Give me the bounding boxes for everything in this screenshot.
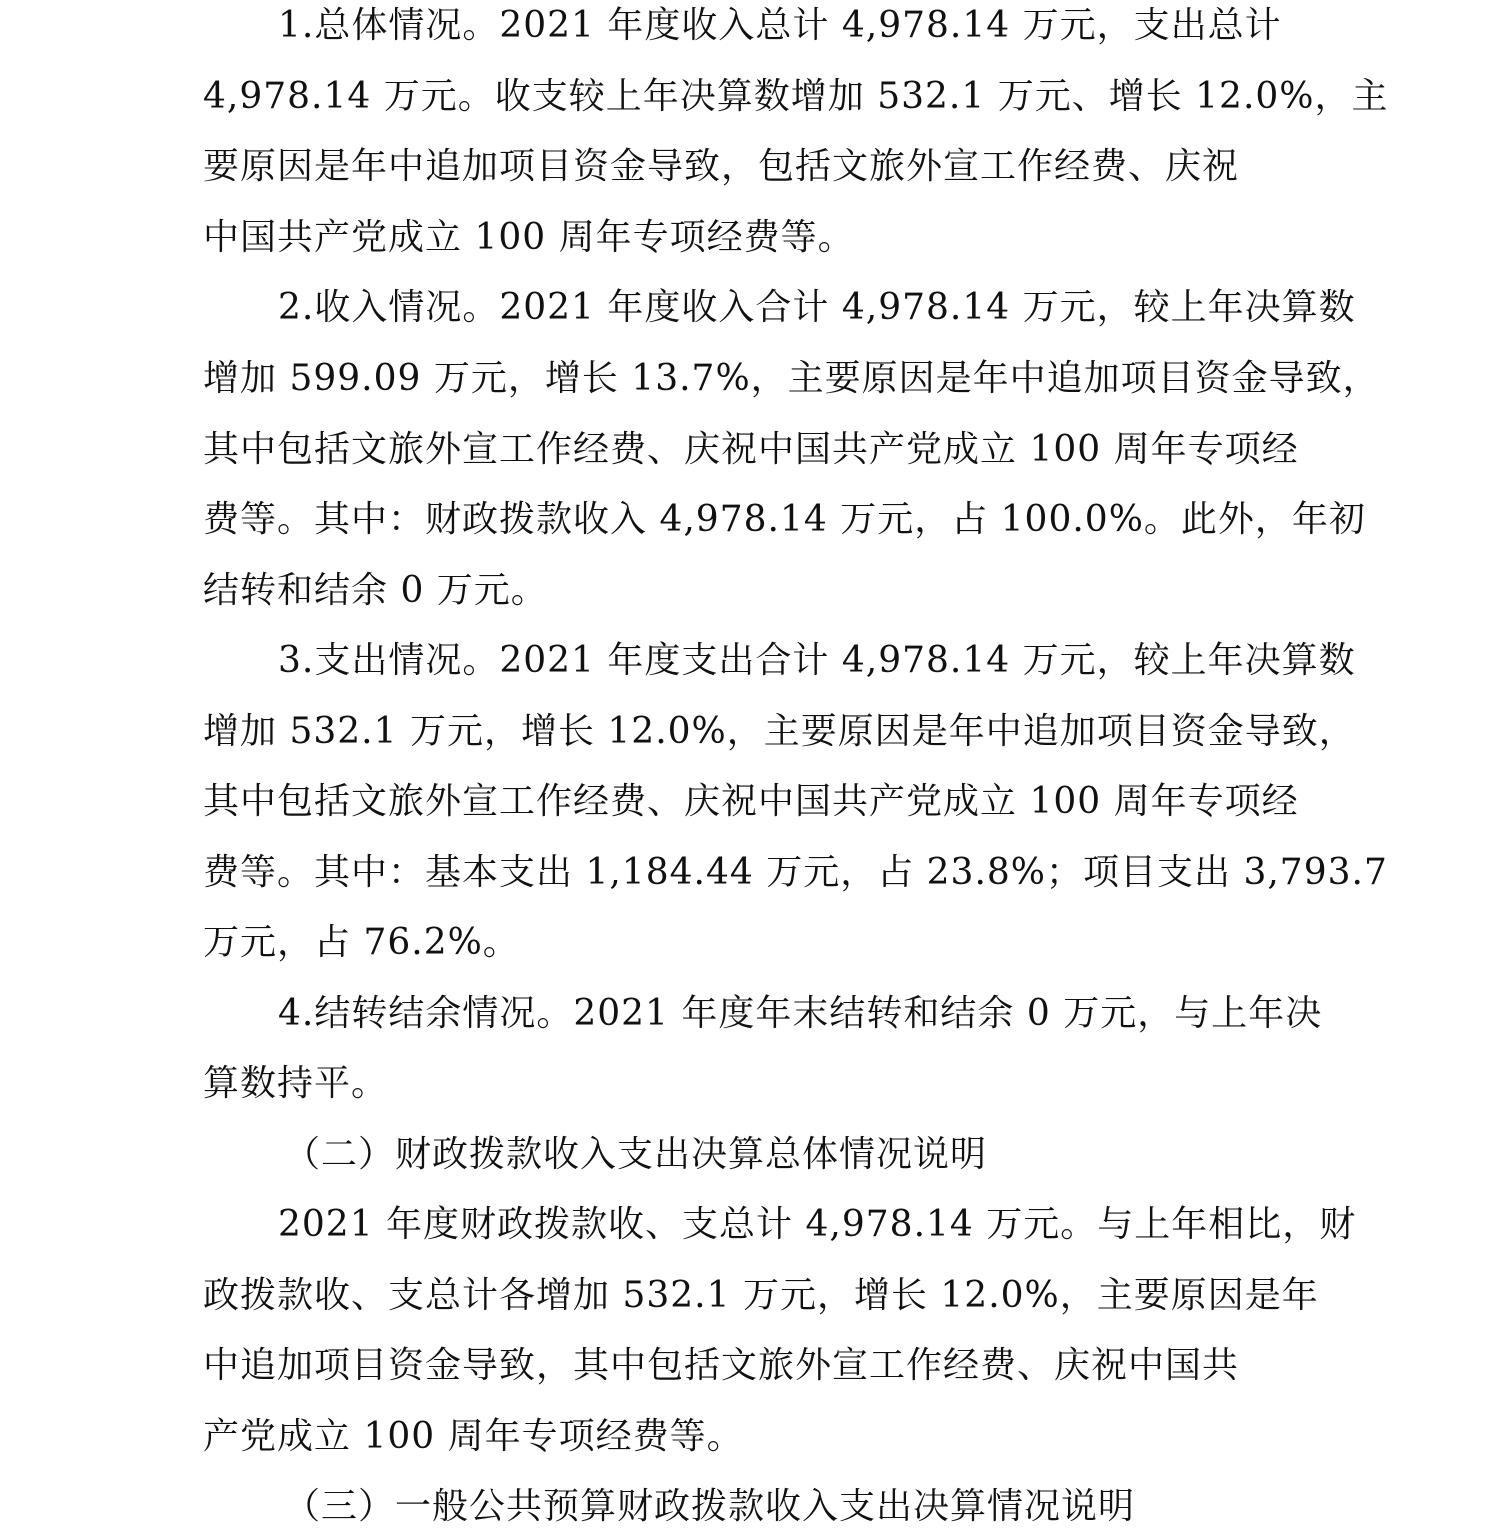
section-heading: （二）财政拨款收入支出决算总体情况说明	[284, 1134, 988, 1175]
text-line: 中追加项目资金导致，其中包括文旅外宣工作经费、庆祝中国共	[203, 1345, 1240, 1386]
text-line: 产党成立 100 周年专项经费等。	[203, 1416, 744, 1457]
section-heading: （三）一般公共预算财政拨款收入支出决算情况说明	[284, 1486, 1136, 1527]
text-line: 其中包括文旅外宣工作经费、庆祝中国共产党成立 100 周年专项经	[203, 429, 1299, 470]
text-line: 4,978.14 万元。收支较上年决算数增加 532.1 万元、增长 12.0%，主	[203, 76, 1389, 117]
text-line: 1.总体情况。2021 年度收入总计 4,978.14 万元，支出总计	[278, 5, 1282, 46]
text-line: 增加 599.09 万元，增长 13.7%，主要原因是年中追加项目资金导致，	[203, 358, 1380, 399]
text-line: 费等。其中：基本支出 1,184.44 万元，占 23.8%；项目支出 3,793.7	[203, 852, 1388, 893]
text-line: 算数持平。	[203, 1063, 389, 1104]
text-line: 4.结转结余情况。2021 年度年末结转和结余 0 万元，与上年决	[278, 993, 1323, 1034]
text-line: 增加 532.1 万元，增长 12.0%，主要原因是年中追加项目资金导致，	[203, 711, 1356, 752]
text-line: 中国共产党成立 100 周年专项经费等。	[203, 217, 855, 258]
text-line: 费等。其中：财政拨款收入 4,978.14 万元，占 100.0%。此外，年初	[203, 499, 1366, 540]
text-line: 万元，占 76.2%。	[203, 922, 520, 963]
text-line: 其中包括文旅外宣工作经费、庆祝中国共产党成立 100 周年专项经	[203, 781, 1299, 822]
text-line: 2021 年度财政拨款收、支总计 4,978.14 万元。与上年相比，财	[278, 1204, 1357, 1245]
text-line: 3.支出情况。2021 年度支出合计 4,978.14 万元，较上年决算数	[278, 640, 1356, 681]
text-line: 政拨款收、支总计各增加 532.1 万元，增长 12.0%，主要原因是年	[203, 1275, 1319, 1316]
text-line: 2.收入情况。2021 年度收入合计 4,978.14 万元，较上年决算数	[278, 287, 1356, 328]
text-line: 要原因是年中追加项目资金导致，包括文旅外宣工作经费、庆祝	[203, 146, 1240, 187]
text-line: 结转和结余 0 万元。	[203, 570, 548, 611]
